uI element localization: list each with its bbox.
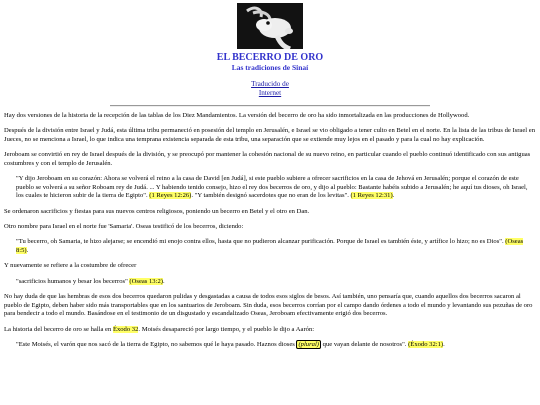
translated-link[interactable]	[0, 80, 540, 98]
paragraph-historia-exodo	[4, 326, 536, 335]
paragraph-no-hay-duda: No hay duda de que las hembras de esos dos becerros quedaron pulidas y desgastadas a causa de todos esos siglos de besos. Así también, uno pensaría que, cuando aquellos dos becerros sacaron al pueblo de Egipto, deben haber sido más transportables que en los santuarios de Jeroboam. Sin duda, esos becerros corrían por el campo dando órdenes a todo el mundo y levantando sus pezuñas de oro para bendecir a todo el mundo. Basándose en el testimonio de un disgustado y escandalizado Oseas, Jeroboam efectivamente erigió dos becerros.	[4, 293, 533, 318]
quote-exodo-32-1	[16, 341, 536, 350]
paragraph-division: Después de la división entre Israel y Judá, esta última tribu permaneció en posesión del templo en Jerusalén, e Israel se vio obligado a tener culto en Betel en el norte. En la lista de las tribus de Israel en Jueces, no se menciona a Israel, lo que indica una temprana existencia separada de esta tribu, una separación que se extiende muy lejos en el pasado y para la cual no hay explicación.	[4, 127, 535, 143]
quote-1-reyes-text-2: . "Y también designó sacerdotes que no eran de los levitas".	[191, 192, 351, 200]
quote-exodo-32-1-end: .	[443, 340, 445, 348]
ref-1-reyes-12-31[interactable]: (1 Reyes 12:31)	[350, 192, 393, 200]
ref-exodo-32-1[interactable]: (Éxodo 32:1)	[408, 340, 444, 348]
goat-head-image	[237, 3, 303, 49]
quote-oseas-13-2-end: .	[162, 277, 165, 285]
paragraph-nuevamente: Y nuevamente se refiere a la costumbre de ofrecer	[4, 262, 137, 270]
quote-1-reyes-text: "Y dijo Jeroboam en su corazón: Ahora se volverá el reino a la casa de David [en Judá], si este pueblo subiere a ofrecer sacrificios en la casa de Jehová en Jerusalén; porque el corazón de este pueblo se volverá a su señor Roboam rey de Judá. ... Y habiendo tenido consejo, hizo el rey dos becerros de oro, y dijo al pueblo: Bastante habéis subido a Jerusalén; he aquí tus dioses, oh Israel, los cuales te hicieron subir de la tierra de Egipto".	[16, 175, 528, 200]
paragraph-jeroboam: Jeroboam se convirtió en rey de Israel después de la división, y se preocupó por mantener la cohesión nacional de su nuevo reino, en particular cuando el pueblo continuó identificado con sus antiguas costumbres y con el templo de Jerusalén.	[4, 151, 531, 167]
quote-oseas-8-5-end: .	[26, 246, 29, 254]
quote-oseas-13-2-text: "sacrificios humanos y besar los becerros"	[16, 277, 130, 285]
page-subtitle: Las tradiciones de Sinaí	[231, 63, 309, 72]
paragraph-sacrificios: Se ordenaron sacrificios y fiestas para sus nuevos centros religiosos, poniendo un becerro en Betel y el otro en Dan.	[4, 207, 310, 215]
goat-head-illustration	[237, 3, 303, 49]
ref-exodo-32[interactable]: Éxodo 32	[112, 325, 139, 333]
paragraph-samaria: Otro nombre para Israel en el norte fue 'Samaria'. Oseas testificó de los becerros, diciendo:	[4, 223, 244, 231]
plural-note: (plural)	[298, 340, 319, 348]
quote-oseas-13-2	[16, 278, 536, 287]
quote-1-reyes-end: .	[392, 192, 395, 200]
ref-1-reyes-12-26[interactable]: (1 Reyes 12:26)	[149, 192, 192, 200]
quote-oseas-8-5-text: "Tu becerro, oh Samaria, te hizo alejarse; se encendió mi enojo contra ellos, hasta que no pudieron alcanzar purificación. Porque de Israel es también éste, y artífice lo hizo; no es Dios".	[16, 238, 506, 246]
article-body	[4, 112, 536, 356]
ref-oseas-8-5[interactable]: (Oseas 8:5)	[16, 238, 524, 254]
quote-oseas-8-5	[16, 238, 536, 255]
paragraph-historia-exodo-a: La historia del becerro de oro se halla en	[4, 325, 113, 333]
separator	[110, 105, 430, 107]
quote-exodo-32-1-a: "Este Moisés, el varón que nos sacó de la tierra de Egipto, no sabemos qué le haya pasado. Haznos dioses	[16, 340, 297, 348]
quote-1-reyes	[16, 175, 536, 201]
paragraph-intro: Hay dos versiones de la historia de la recepción de las tablas de los Diez Mandamientos. La versión del becerro de oro ha sido inmortalizada en las producciones de Hollywood.	[4, 112, 470, 119]
page-title: EL BECERRO DE ORO	[216, 52, 324, 63]
paragraph-historia-exodo-b: . Moisés desapareció por largo tiempo, y el pueblo le dijo a Aarón:	[138, 325, 315, 333]
ref-oseas-13-2[interactable]: (Oseas 13:2)	[129, 277, 163, 285]
translated-link-line1[interactable]: Traducido de	[251, 80, 289, 88]
translated-link-line2[interactable]: Internet	[258, 89, 282, 97]
quote-exodo-32-1-b: que vayan delante de nosotros".	[321, 340, 409, 348]
